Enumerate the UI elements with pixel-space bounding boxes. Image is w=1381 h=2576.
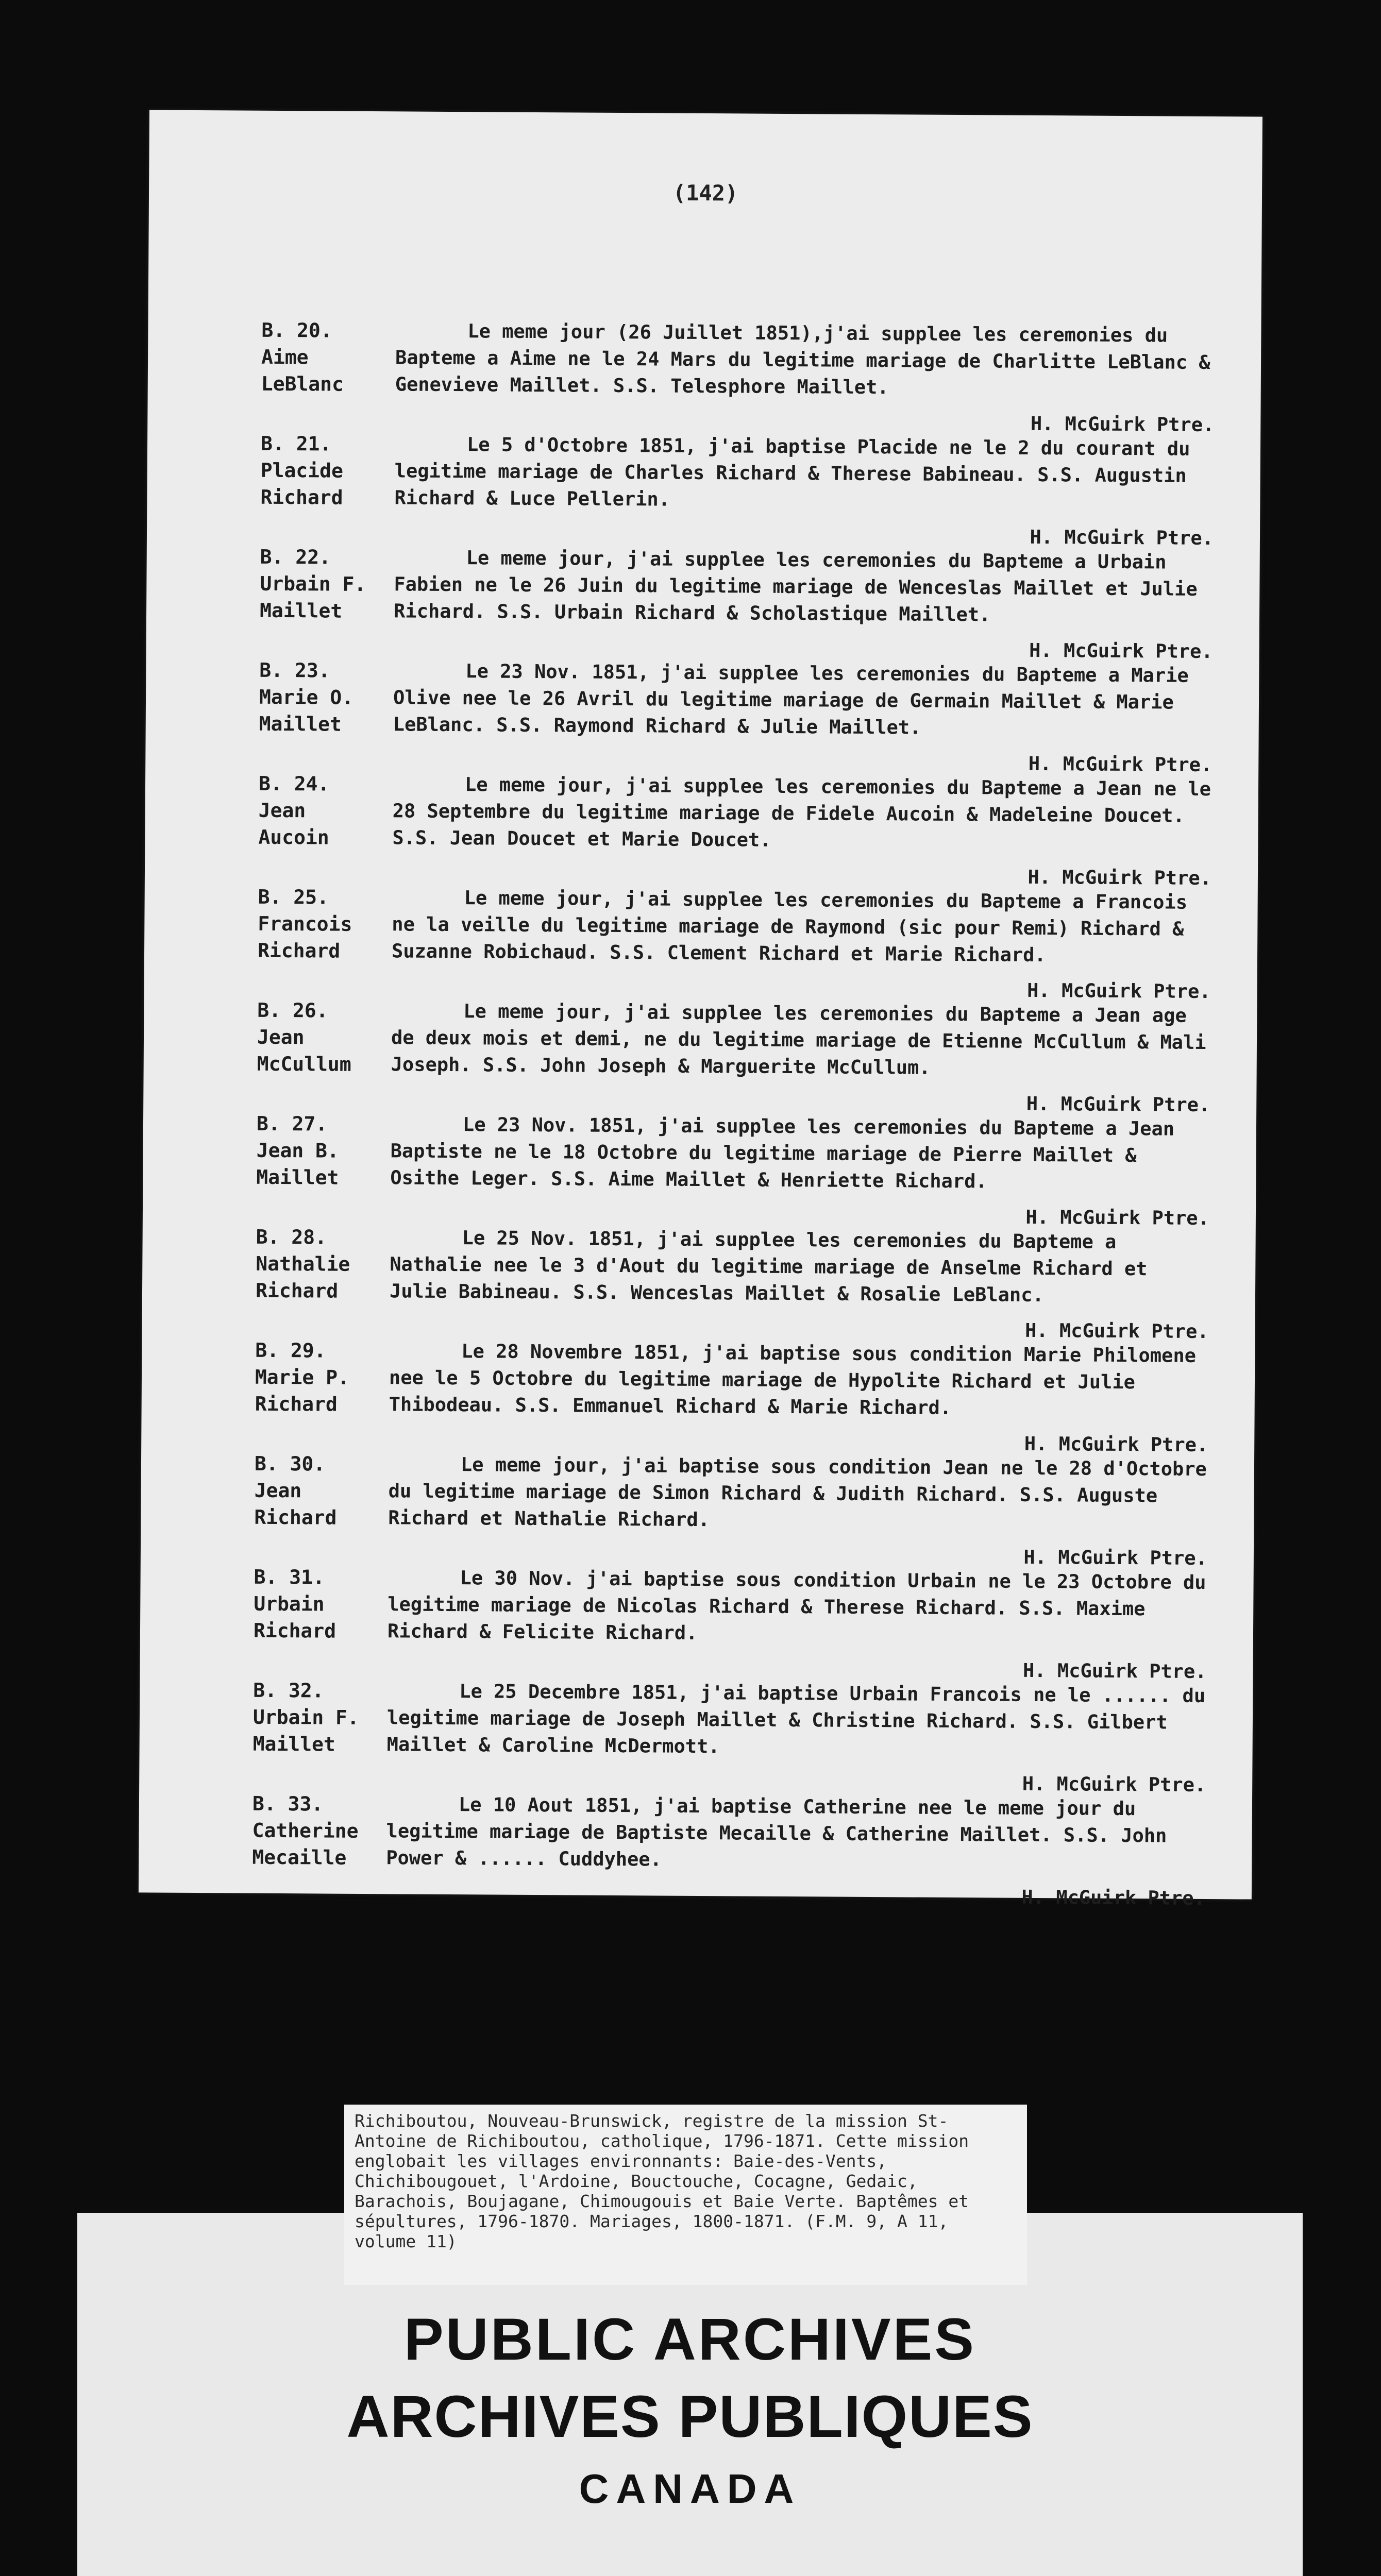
entry-signature: H. McGuirk Ptre. — [1027, 979, 1211, 1003]
entry-text: Le 25 Decembre 1851, j'ai baptise Urbain Francois ne le ...... du legitime mariage de Joseph Maillet & Christine Richard. S.S. Gilbert Maillet & Caroline McDermott. — [386, 1680, 1206, 1758]
baptism-entry — [254, 1450, 1208, 1569]
entry-margin-line: B. 26. — [257, 998, 328, 1022]
baptism-entry — [255, 1337, 1208, 1456]
entry-margin-line: Maillet — [256, 1165, 339, 1189]
entry-margin-line: B. 25. — [258, 885, 329, 909]
register-page — [139, 110, 1262, 1909]
baptism-entry — [260, 430, 1214, 549]
entry-margin-line: B. 30. — [254, 1452, 326, 1476]
entry-margin-line: B. 29. — [255, 1338, 326, 1362]
entry-margin-line: B. 27. — [256, 1112, 328, 1136]
entry-margin-label — [256, 1110, 411, 1192]
entry-margin-line: Jean B. — [256, 1139, 339, 1162]
entry-text: Le meme jour (26 Juillet 1851),j'ai supplee les ceremonies du Bapteme a Aime ne le 24 Mars du legitime mariage de Charlitte LeBlanc & Genevieve Maillet. S.S. Telesphore Maillet. — [395, 320, 1210, 399]
entry-margin-line: McCullum — [257, 1052, 351, 1076]
baptism-entry — [261, 317, 1215, 436]
entry-text: Le 23 Nov. 1851, j'ai supplee les ceremonies du Bapteme a Jean Baptiste ne le 18 Octobre du legitime mariage de Pierre Maillet & Osithe Leger. S.S. Aime Maillet & Henriette Richard. — [390, 1113, 1175, 1193]
entry-margin-label — [254, 1564, 409, 1645]
entry-margin-line: Richard — [260, 485, 343, 509]
baptism-entry — [258, 884, 1211, 1003]
entry-margin-line: Aime — [261, 345, 309, 369]
entry-signature: H. McGuirk Ptre. — [1026, 1092, 1210, 1116]
entry-signature: H. McGuirk Ptre. — [1024, 1432, 1208, 1456]
baptism-entry — [253, 1564, 1207, 1683]
entry-signature: H. McGuirk Ptre. — [1022, 1772, 1206, 1796]
archives-card-line-3: CANADA — [579, 2466, 801, 2512]
entry-signature: H. McGuirk Ptre. — [1023, 1546, 1208, 1569]
entry-text: Le 5 d'Octobre 1851, j'ai baptise Placide ne le 2 du courant du legitime mariage de Charles Richard & Therese Babineau. S.S. Augustin Richard & Luce Pellerin. — [394, 433, 1190, 511]
entry-margin-line: B. 23. — [259, 658, 330, 682]
entry-text: Le meme jour, j'ai baptise sous condition Jean ne le 28 d'Octobre du legitime mariage de Simon Richard & Judith Richard. S.S. Auguste Richard et Nathalie Richard. — [388, 1453, 1207, 1531]
entry-margin-line: Maillet — [259, 712, 342, 736]
baptism-entry — [258, 770, 1212, 889]
entry-margin-line: LeBlanc — [261, 372, 344, 396]
entry-text: Le 25 Nov. 1851, j'ai supplee les ceremonies du Bapteme a Nathalie nee le 3 d'Aout du legitime mariage de Anselme Richard et Julie Babineau. S.S. Wenceslas Maillet & Rosalie LeBlanc. — [389, 1227, 1148, 1307]
collection-info-text: Richiboutou, Nouveau-Brunswick, registre de la mission St-Antoine de Richiboutou, catholique, 1796-1871. Cette mission englobait les villages environnants: Baie-des-Vents, Chichibougouet, l'Ardoine, Bouctouche, Cocagne, Gedaic, Barachois, Boujagane, Chimougouis et Baie Verte. Baptêmes et sépultures, 1796-1870. Mariages, 1800-1871. (F.M. 9, A 11, volume 11) — [355, 2111, 969, 2251]
entry-margin-line: B. 22. — [260, 545, 331, 569]
entry-margin-line: Jean — [258, 799, 306, 822]
entry-text: Le meme jour, j'ai supplee les ceremonies du Bapteme a Francois ne la veille du legitime mariage de Raymond (sic pour Remi) Richard & Suzanne Robichaud. S.S. Clement Richard et Marie Richard. — [391, 887, 1188, 967]
entry-margin-label — [260, 544, 415, 625]
entry-margin-line: Richard — [255, 1392, 338, 1416]
entry-margin-line: Placide — [260, 459, 344, 482]
entry-signature: H. McGuirk Ptre. — [1029, 639, 1213, 663]
entry-text: Le 28 Novembre 1851, j'ai baptise sous condition Marie Philomene nee le 5 Octobre du legitime mariage de Hypolite Richard et Julie Thibodeau. S.S. Emmanuel Richard & Marie Richard. — [389, 1340, 1197, 1419]
entry-margin-line: Jean — [254, 1479, 302, 1502]
entry-margin-line: Urbain F. — [260, 572, 366, 596]
entry-margin-line: Urbain F. — [252, 1705, 360, 1729]
baptism-entry — [260, 544, 1214, 663]
entry-margin-line: Jean — [257, 1025, 305, 1049]
baptism-entry — [259, 657, 1212, 776]
entry-margin-label — [254, 1450, 409, 1532]
archives-card-line-2: ARCHIVES PUBLIQUES — [346, 2384, 1034, 2450]
entry-margin-label — [260, 430, 415, 512]
entry-margin-line: B. 33. — [252, 1792, 324, 1816]
collection-info-label — [344, 2105, 1027, 2285]
baptism-entry — [252, 1677, 1206, 1796]
baptism-entries — [252, 317, 1215, 1909]
baptism-entry — [257, 997, 1210, 1116]
entry-margin-line: Mecaille — [252, 1845, 347, 1869]
entry-margin-label — [259, 657, 414, 738]
entry-signature: H. McGuirk Ptre. — [1025, 1319, 1209, 1343]
entry-margin-label — [256, 1224, 411, 1305]
entry-margin-label — [261, 317, 416, 398]
page-number: (142) — [672, 180, 738, 206]
entry-margin-line: Richard — [254, 1505, 337, 1529]
entry-margin-label — [258, 770, 413, 852]
baptism-entry — [252, 1790, 1206, 1909]
baptism-entry — [256, 1110, 1210, 1229]
entry-signature: H. McGuirk Ptre. — [1025, 1206, 1210, 1230]
entry-margin-line: Urbain — [254, 1592, 325, 1616]
entry-text: Le 23 Nov. 1851, j'ai supplee les ceremonies du Bapteme a Marie Olive nee le 26 Avril du legitime mariage de Germain Maillet & Marie LeBlanc. S.S. Raymond Richard & Julie Maillet. — [393, 660, 1189, 739]
entry-margin-line: B. 32. — [253, 1679, 324, 1702]
entry-text: Le 30 Nov. j'ai baptise sous condition Urbain ne le 23 Octobre du legitime mariage de Nicolas Richard & Therese Richard. S.S. Maxime Richard & Felicite Richard. — [387, 1567, 1206, 1644]
entry-margin-line: Richard — [257, 939, 341, 962]
entry-margin-line: Richard — [253, 1619, 336, 1642]
entry-text: Le 10 Aout 1851, j'ai baptise Catherine nee le meme jour du legitime mariage de Baptiste Mecaille & Catherine Maillet. S.S. John Power & ...... Cuddyhee. — [386, 1793, 1167, 1871]
entry-margin-line: Nathalie — [256, 1252, 350, 1276]
entry-margin-line: Marie O. — [259, 685, 354, 709]
entry-signature: H. McGuirk Ptre. — [1030, 412, 1215, 436]
entry-text: Le meme jour, j'ai supplee les ceremonies du Bapteme a Urbain Fabien ne le 26 Juin du legitime mariage de Wenceslas Maillet et Julie Richard. S.S. Urbain Richard & Scholastique Maillet. — [393, 547, 1198, 626]
entry-margin-line: Marie P. — [255, 1365, 350, 1389]
entry-margin-label — [252, 1790, 407, 1872]
entry-signature: H. McGuirk Ptre. — [1021, 1886, 1205, 1909]
baptism-entry — [255, 1224, 1209, 1343]
archives-card-line-1: PUBLIC ARCHIVES — [404, 2307, 976, 2372]
entry-margin-label — [255, 1337, 410, 1418]
entry-margin-line: Maillet — [259, 599, 343, 622]
entry-margin-line: Catherine — [252, 1819, 359, 1842]
entry-margin-line: Aucoin — [258, 825, 329, 849]
entry-margin-label — [257, 997, 412, 1078]
entry-margin-line: B. 31. — [254, 1565, 325, 1589]
entry-margin-line: B. 21. — [260, 432, 332, 455]
entry-signature: H. McGuirk Ptre. — [1028, 752, 1212, 776]
entry-margin-line: Maillet — [252, 1732, 335, 1756]
entry-margin-label — [252, 1677, 408, 1758]
entry-signature: H. McGuirk Ptre. — [1030, 526, 1214, 550]
entry-margin-line: Francois — [258, 912, 352, 936]
entry-margin-line: B. 28. — [256, 1225, 327, 1249]
entry-signature: H. McGuirk Ptre. — [1022, 1659, 1207, 1683]
entry-signature: H. McGuirk Ptre. — [1028, 866, 1212, 890]
entry-margin-line: B. 20. — [261, 318, 332, 342]
entry-text: Le meme jour, j'ai supplee les ceremonies du Bapteme a Jean age de deux mois et demi, ne du legitime mariage de Etienne McCullum & Mali Joseph. S.S. John Joseph & Marguerite McCullum. — [391, 1000, 1206, 1079]
entry-margin-label — [258, 884, 413, 965]
entry-margin-line: B. 24. — [258, 772, 330, 795]
entry-text: Le meme jour, j'ai supplee les ceremonies du Bapteme a Jean ne le 28 Septembre du legitime mariage de Fidele Aucoin & Madeleine Doucet. S.S. Jean Doucet et Marie Doucet. — [392, 773, 1211, 851]
entry-margin-line: Richard — [255, 1279, 339, 1302]
